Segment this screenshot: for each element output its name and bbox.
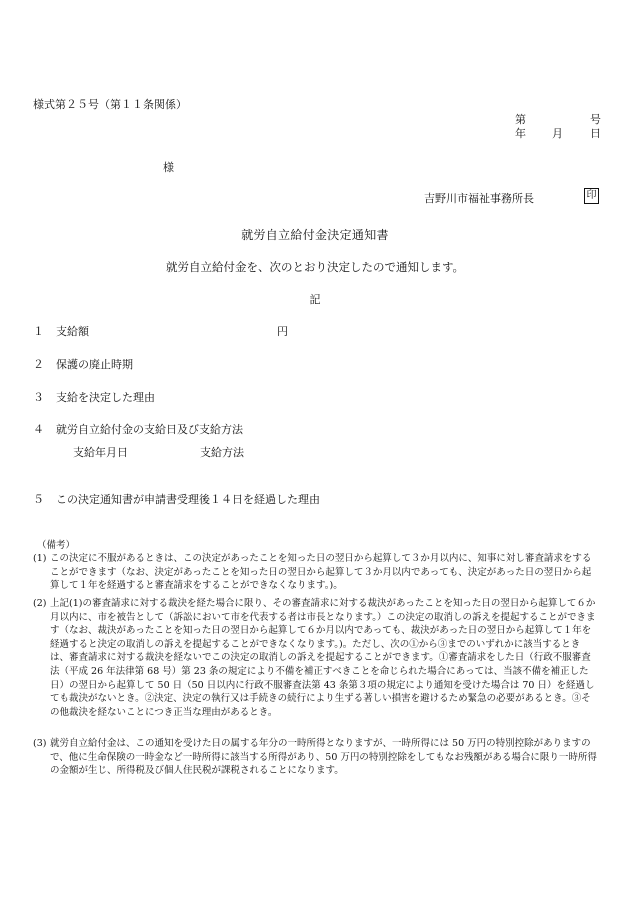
date-year-label: 年 bbox=[515, 127, 526, 140]
payment-date-label: 支給年月日 bbox=[73, 446, 128, 459]
payment-method-label: 支給方法 bbox=[200, 446, 244, 459]
issuer-name: 吉野川市福祉事務所長 bbox=[424, 192, 534, 205]
addressee-suffix: 様 bbox=[163, 161, 174, 174]
remark-text: この決定に不服があるときは、この決定があったことを知った日の翌日から起算して３か月以内に、知事に対し審査請求をすることができます（なお、決定があったことを知った日の翌日から起算して３か月以内であっても、決定があった日の翌日から起算して１年を経過すると審査請求をすることができなくなります。)。 bbox=[50, 553, 592, 592]
date-month-label: 月 bbox=[552, 127, 563, 140]
remark-number: (1) bbox=[33, 553, 47, 564]
remark-note bbox=[33, 552, 599, 593]
ki-heading: 記 bbox=[309, 293, 321, 306]
item-label-delay-reason: この決定通知書が申請書受理後１４日を経過した理由 bbox=[56, 493, 320, 506]
lead-text: 就労自立給付金を、次のとおり決定したので通知します。 bbox=[165, 260, 465, 274]
item-number: １ bbox=[33, 325, 44, 338]
document-number-label: 第 bbox=[515, 113, 526, 126]
item-number: ５ bbox=[33, 493, 44, 506]
item-label-abolition-time: 保護の廃止時期 bbox=[56, 358, 133, 371]
remark-text: 就労自立給付金は、この通知を受けた日の属する年分の一時所得となりますが、一時所得には 50 万円の特別控除がありますので、他に生命保険の一時金など一時所得に該当する所得があり、50 万円の特別控除をしてもなお残額がある場合に限り一時所得の金額が生じ、所得税及び個人住民税が課税されることになります。 bbox=[50, 738, 597, 777]
remark-note bbox=[33, 597, 599, 719]
item-label-payment-amount: 支給額 bbox=[56, 325, 89, 338]
document-number-suffix: 号 bbox=[590, 113, 601, 126]
yen-unit: 円 bbox=[277, 325, 288, 338]
remark-note bbox=[33, 737, 599, 778]
item-label-payment-date-method: 就労自立給付金の支給日及び支給方法 bbox=[56, 423, 243, 436]
item-number: ４ bbox=[33, 423, 44, 436]
date-day-label: 日 bbox=[590, 127, 601, 140]
item-label-decision-reason: 支給を決定した理由 bbox=[56, 391, 155, 404]
form-number: 様式第２５号（第１１条関係） bbox=[33, 98, 187, 111]
item-number: ３ bbox=[33, 391, 44, 404]
remark-text: 上記(1)の審査請求に対する裁決を経た場合に限り、その審査請求に対する裁決があったことを知った日の翌日から起算して６か月以内に、市を被告として（訴訟において市を代表する者は市長となります。）この決定の取消しの訴えを提起することができます（なお、裁決があったことを知った日の翌日から起算して６か月以内であっても、裁決があった日の翌日から起算して１年を経過すると決定の取消しの訴えを提起することができなくなります。)。ただし、次の①から③までのいずれかに該当するときは、審査請求に対する裁決を経ないでこの決定の取消しの訴えを提起することができます。①審査請求をした日（行政不服審査法（平成 26 年法律第 68 号）第 23 条の規定により不備を補正すべきことを命じられた場合にあっては、当該不備を補正した日）の翌日から起算して 50 日（50 日以内に行政不服審査法第 43 条第３項の規定により通知を受けた場合は 70 日）を経過しても裁決がないとき。②決定、決定の執行又は手続きの続行により生ずる著しい損害を避けるため緊急の必要があるとき。③その他裁決を経ないことにつき正当な理由があるとき。 bbox=[50, 598, 596, 718]
remark-number: (3) bbox=[33, 738, 47, 749]
remarks-heading: （備考） bbox=[37, 540, 76, 551]
document-title: 就労自立給付金決定通知書 bbox=[241, 228, 389, 242]
item-number: ２ bbox=[33, 358, 44, 371]
seal-mark: 印 bbox=[584, 188, 599, 204]
remark-number: (2) bbox=[33, 598, 47, 609]
